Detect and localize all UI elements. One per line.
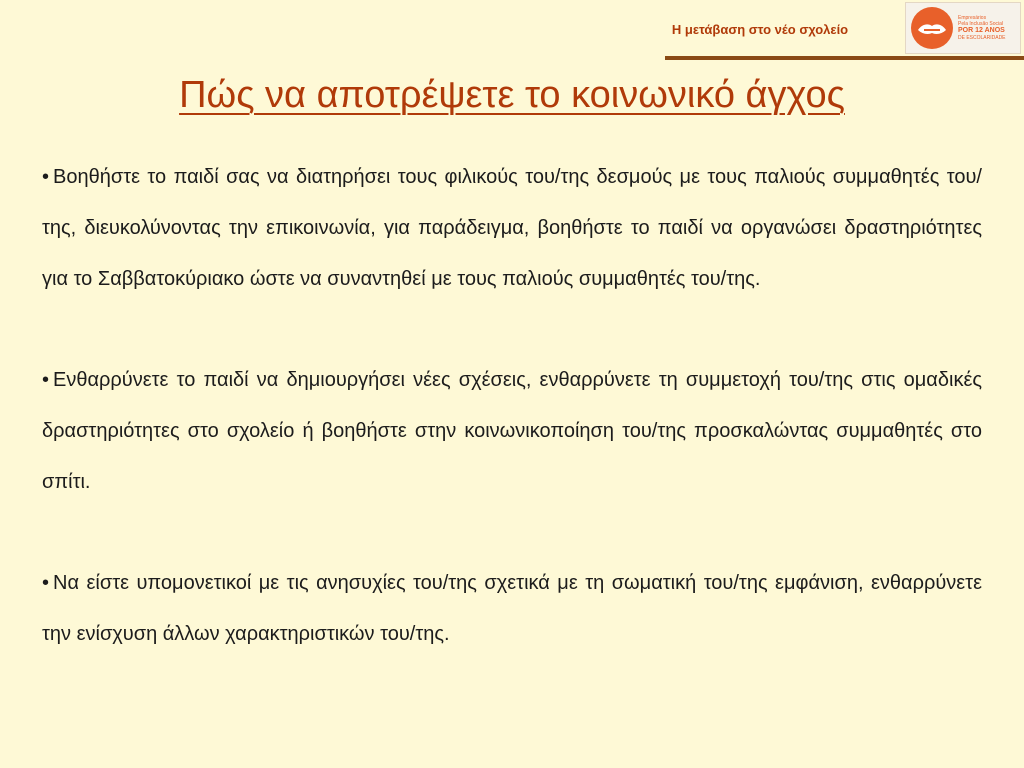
bullet-text: Ενθαρρύνετε το παιδί να δημιουργήσει νέες σχέσεις, ενθαρρύνετε τη συμμετοχή του/της στις ομαδικές δραστηριότητες στο σχολείο ή βοηθήστε στην κοινωνικοποίηση του/της προσκαλώντας συμμαθητές στο σπίτι.	[42, 369, 982, 493]
logo	[905, 2, 1021, 54]
logo-text	[958, 15, 1006, 41]
bullet-text: Βοηθήστε το παιδί σας να διατηρήσει τους φιλικούς του/της δεσμούς με τους παλιούς συμμαθητές του/της, διευκολύνοντας την επικοινωνία, για παράδειγμα, βοηθήστε το παιδί να οργανώσει δραστηριότητες για το Σαββατοκύριακο ώστε να συναντηθεί με τους παλιούς συμμαθητές του/της.	[42, 166, 982, 290]
bullet-item	[42, 558, 982, 660]
bullet-marker: •	[42, 166, 50, 188]
slide-title: Πώς να αποτρέψετε το κοινωνικό άγχος	[179, 74, 845, 116]
bullet-marker: •	[42, 572, 50, 594]
logo-line-1: Empresários	[958, 15, 987, 21]
header-rule	[665, 56, 1024, 60]
logo-line-2: Pela Inclusão Social	[958, 21, 1004, 27]
bullet-item	[42, 152, 982, 305]
handshake-logo-icon	[910, 6, 954, 50]
bullet-marker: •	[42, 369, 50, 391]
bullet-text: Να είστε υπομονετικοί με τις ανησυχίες του/της σχετικά με τη σωματική του/της εμφάνιση, ενθαρρύνετε την ενίσχυση άλλων χαρακτηριστικών του/της.	[42, 572, 982, 645]
header-subtitle: Η μετάβαση στο νέο σχολείο	[671, 22, 849, 37]
logo-line-4: DE ESCOLARIDADE	[958, 35, 1006, 41]
slide-content	[42, 152, 982, 710]
bullet-item	[42, 355, 982, 508]
logo-line-3: POR 12 ANOS	[958, 27, 1005, 34]
